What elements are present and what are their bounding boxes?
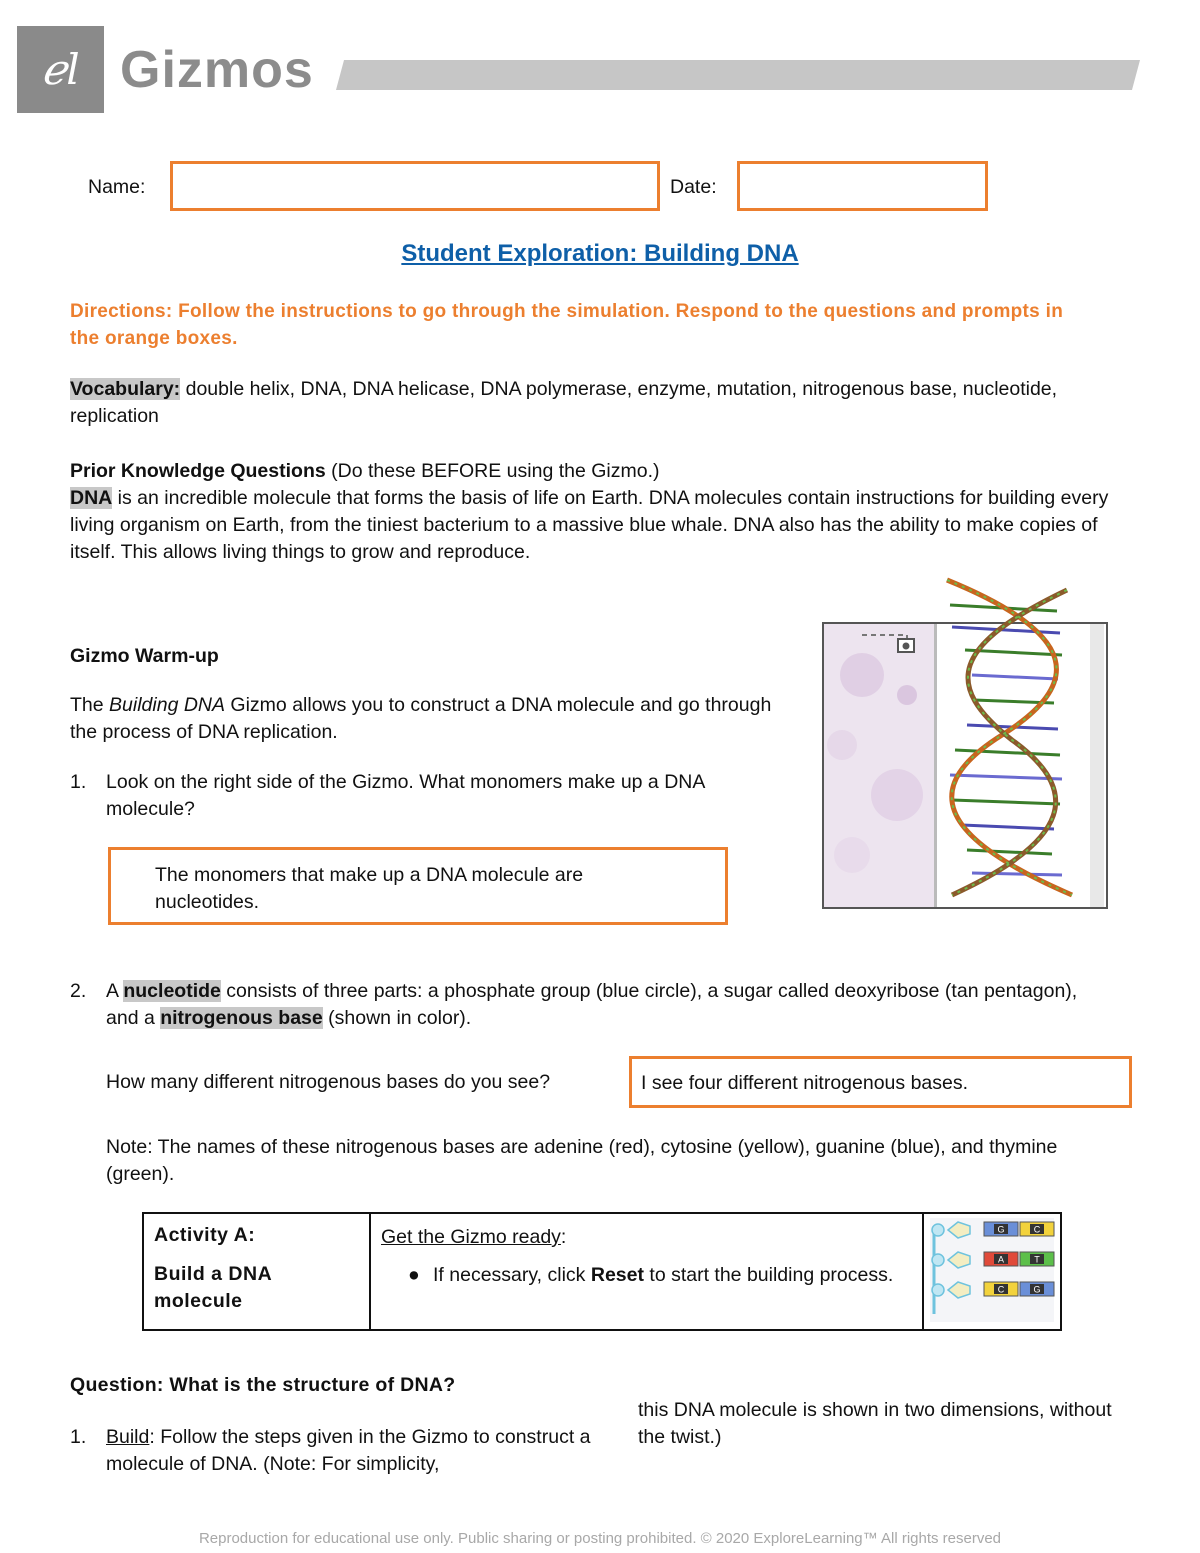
phosphate-icon bbox=[932, 1284, 944, 1296]
activity-ready-colon: : bbox=[560, 1226, 567, 1248]
activity-bullet bbox=[381, 1262, 912, 1289]
warmup-intro-prefix: The bbox=[70, 694, 110, 716]
activity-title-cell bbox=[143, 1213, 370, 1330]
prior-knowledge-paragraph: is an incredible molecule that forms the basis of life on Earth. DNA molecules contain instructions for building every living organism on Earth, from the tiniest bacterium to a massive blue whale. DNA also has the ability to make copies of itself. This allows living things to grow and reproduce. bbox=[70, 487, 1109, 563]
activity-image-cell bbox=[923, 1213, 1061, 1330]
build-note-continued: this DNA molecule is shown in two dimensions, without the twist.) bbox=[638, 1399, 1112, 1448]
name-label: Name: bbox=[88, 176, 146, 198]
q1-answer: The monomers that make up a DNA molecule are nucleotides. bbox=[155, 864, 584, 913]
header-bar bbox=[336, 60, 1140, 90]
base-letter: C bbox=[997, 1284, 1005, 1295]
warmup-intro-suffix: Gizmo allows you to construct a DNA molecule and go through the process of DNA replication. bbox=[70, 694, 772, 743]
phosphate-icon bbox=[932, 1254, 944, 1266]
page-title: Student Exploration: Building DNA bbox=[401, 240, 799, 267]
activity-ready bbox=[381, 1224, 912, 1251]
footer-copyright: Reproduction for educational use only. Public sharing or posting prohibited. © 2020 ExploreLearning™ All rights reserved bbox=[198, 1530, 1002, 1547]
name-field[interactable] bbox=[170, 161, 660, 211]
warmup-heading: Gizmo Warm-up bbox=[70, 645, 219, 667]
q1-text: Look on the right side of the Gizmo. What monomers make up a DNA molecule? bbox=[106, 771, 705, 820]
base-letter: G bbox=[1033, 1284, 1041, 1295]
q2-note: Note: The names of these nitrogenous bases are adenine (red), cytosine (yellow), guanine (blue), and thymine (green). bbox=[106, 1136, 1058, 1185]
q2-text-b: consists of three parts: a phosphate group (blue circle), a sugar called deoxyribose (tan pentagon), and a bbox=[106, 980, 1078, 1029]
vocabulary bbox=[70, 376, 1080, 430]
activity-bullet-b: to start the building process. bbox=[643, 1264, 894, 1286]
activity-bullet-a: If necessary, click bbox=[433, 1264, 591, 1286]
nitrogenous-base-term: nitrogenous base bbox=[160, 1007, 323, 1029]
activity-ready-label: Get the Gizmo ready bbox=[381, 1226, 561, 1248]
activity-table bbox=[142, 1212, 1062, 1331]
activity-label: Activity A: bbox=[154, 1224, 256, 1246]
base-letter: G bbox=[997, 1224, 1005, 1235]
q2-answer-box[interactable] bbox=[629, 1056, 1132, 1108]
bullet-dot-icon: ● bbox=[408, 1264, 420, 1286]
q2-text bbox=[106, 978, 1106, 1032]
prior-knowledge-heading: Prior Knowledge Questions bbox=[70, 460, 326, 482]
nucleotide-term: nucleotide bbox=[123, 980, 221, 1002]
q1-answer-box[interactable] bbox=[108, 847, 728, 925]
q2-text-a: A bbox=[106, 980, 124, 1002]
date-field[interactable] bbox=[737, 161, 988, 211]
brand-name: Gizmos bbox=[120, 41, 314, 99]
build-step bbox=[106, 1424, 606, 1478]
build-text: : Follow the steps given in the Gizmo to construct a molecule of DNA. (Note: For simplicity, bbox=[106, 1426, 591, 1475]
gizmo-name: Building DNA bbox=[109, 694, 226, 716]
base-letter: C bbox=[1033, 1224, 1041, 1235]
dna-helix-image bbox=[822, 575, 1108, 910]
logo-mark bbox=[17, 26, 104, 113]
activity-instructions-cell bbox=[370, 1213, 923, 1330]
phosphate-icon bbox=[932, 1224, 944, 1236]
vocabulary-label: Vocabulary: bbox=[70, 378, 181, 400]
q2-text-c: (shown in color). bbox=[322, 1007, 472, 1029]
base-letter: A bbox=[997, 1254, 1005, 1265]
prior-knowledge bbox=[70, 458, 1130, 566]
date-label: Date: bbox=[670, 176, 717, 198]
nucleotide-chain-image bbox=[924, 1214, 1060, 1324]
logo-glyph: ℯl bbox=[41, 45, 80, 94]
vocabulary-terms: double helix, DNA, DNA helicase, DNA polymerase, enzyme, mutation, nitrogenous base, nucleotide, replication bbox=[70, 378, 1058, 427]
dna-term: DNA bbox=[70, 487, 113, 509]
build-label: Build bbox=[106, 1426, 150, 1448]
q1-number: 1. bbox=[70, 771, 87, 793]
prior-knowledge-note: (Do these BEFORE using the Gizmo.) bbox=[325, 460, 660, 482]
q2-answer: I see four different nitrogenous bases. bbox=[641, 1072, 969, 1094]
question-heading: Question: What is the structure of DNA? bbox=[70, 1374, 456, 1396]
warmup-intro bbox=[70, 692, 780, 746]
reset-term: Reset bbox=[590, 1264, 644, 1286]
base-letter: T bbox=[1034, 1254, 1040, 1265]
activity-name: Build a DNA molecule bbox=[154, 1263, 272, 1312]
q2-number: 2. bbox=[70, 980, 87, 1002]
directions: Directions: Follow the instructions to go through the simulation. Respond to the questions and prompts in the orange boxes. bbox=[70, 301, 1064, 349]
q2-subquestion: How many different nitrogenous bases do you see? bbox=[106, 1071, 551, 1093]
build-number: 1. bbox=[70, 1426, 87, 1448]
